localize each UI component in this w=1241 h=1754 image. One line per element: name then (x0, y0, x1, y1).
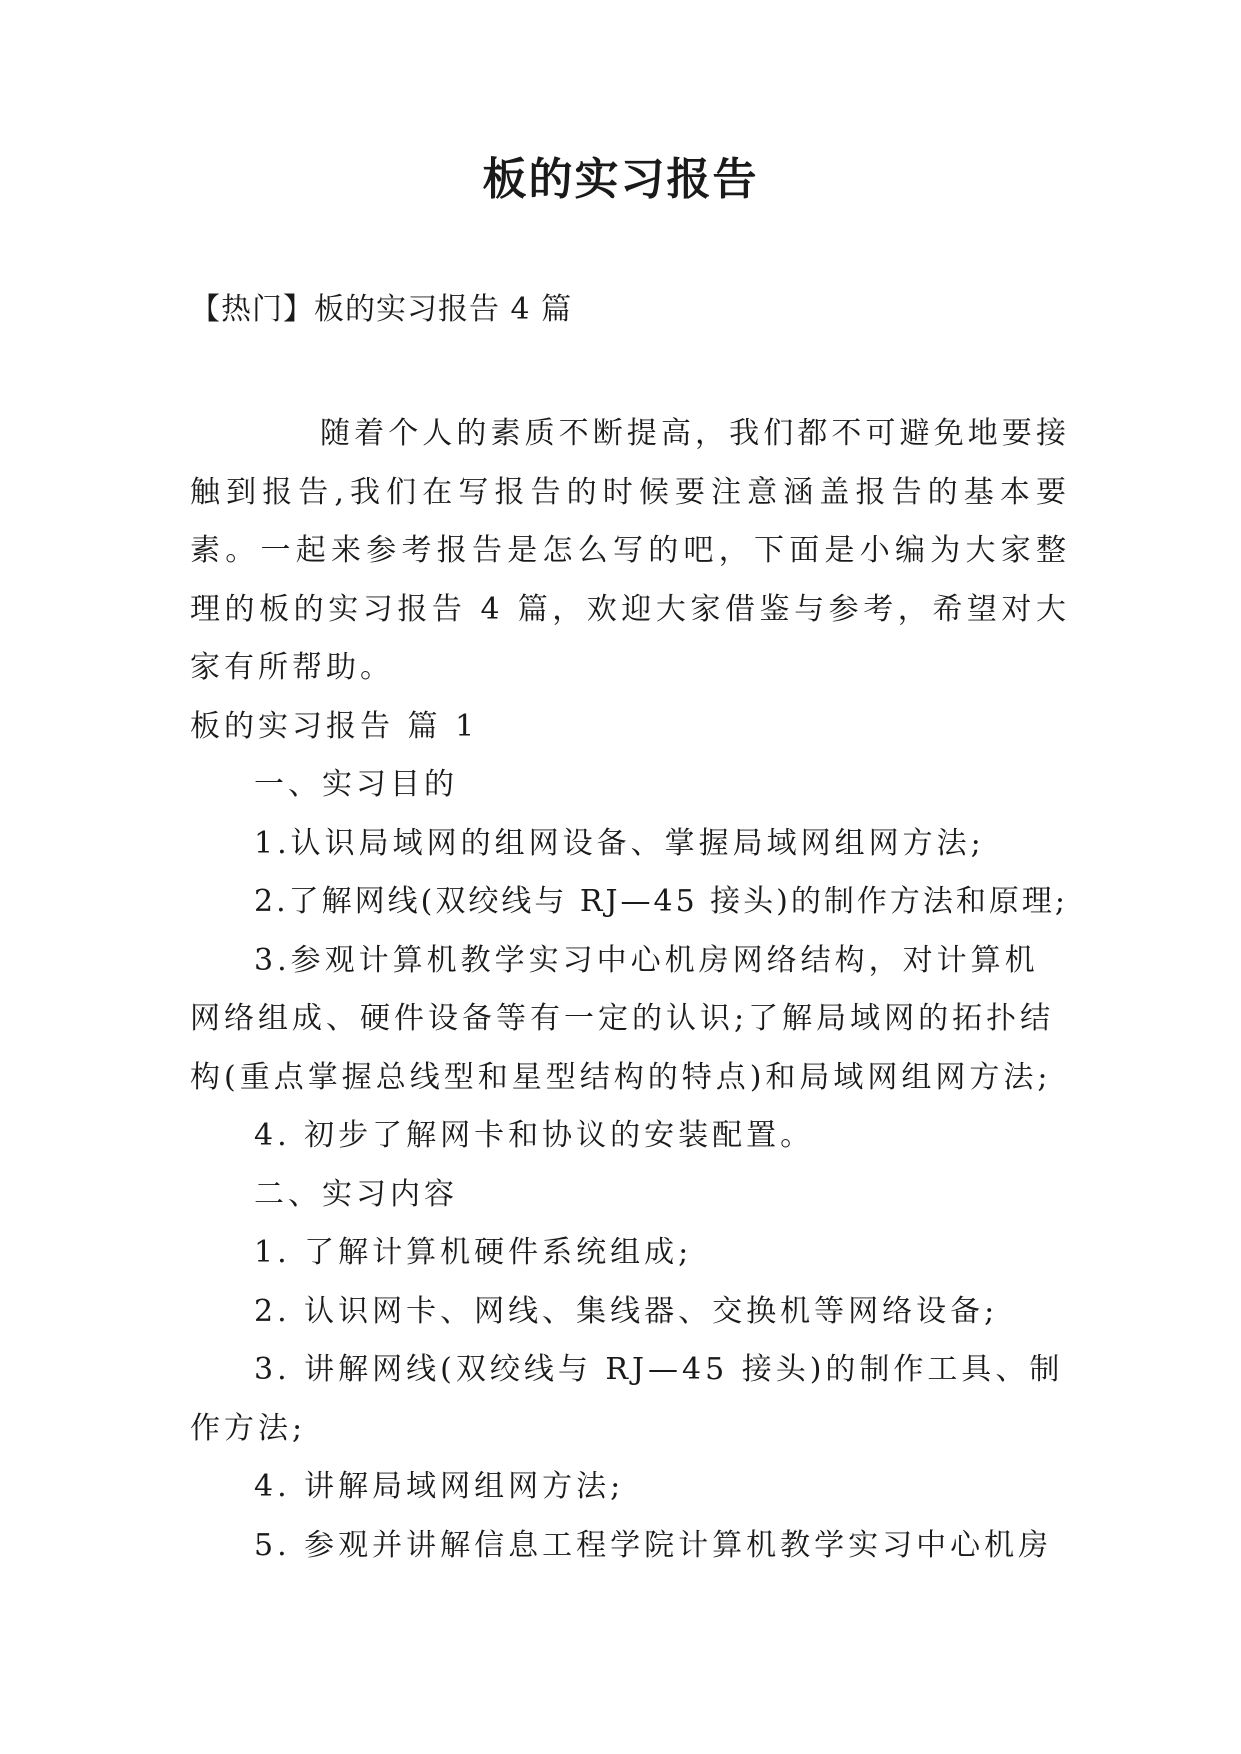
document-title: 板的实习报告 (482, 154, 759, 205)
content-item-4: 4. 讲解局域网组网方法; (254, 1469, 625, 1504)
heading-aims: 一、实习目的 (254, 767, 458, 802)
aim-item-4: 4. 初步了解网卡和协议的安装配置。 (254, 1118, 815, 1153)
aim-item-1: 1.认识局域网的组网设备、掌握局域网组网方法; (254, 825, 985, 861)
aim-item-3: 3.参观计算机教学实习中心机房网络结构，对计算机网络组成、硬件设备等有一定的认识;了解局域网的拓扑结构(重点掌握总线型和星型结构的特点)和局域网组网方法; (190, 942, 1055, 1095)
document-body (190, 405, 1070, 1575)
section-title: 板的实习报告 篇 1 (190, 708, 479, 744)
content-item-1: 1. 了解计算机硬件系统组成; (254, 1235, 693, 1270)
content-item-5: 5. 参观并讲解信息工程学院计算机教学实习中心机房 (254, 1527, 1053, 1563)
aim-item-2: 2.了解网线(双绞线与 RJ—45 接头)的制作方法和原理; (254, 884, 1068, 919)
document-subtitle: 【热门】板的实习报告 4 篇 (190, 292, 573, 327)
content-item-2: 2. 认识网卡、网线、集线器、交换机等网络设备; (254, 1293, 999, 1329)
heading-contents: 二、实习内容 (254, 1176, 458, 1212)
content-item-3: 3. 讲解网线(双绞线与 RJ—45 接头)的制作工具、制作方法; (190, 1352, 1064, 1446)
intro-paragraph: 随着个人的素质不断提高，我们都不可避免地要接触到报告,我们在写报告的时候要注意涵盖报告的基本要素。一起来参考报告是怎么写的吧，下面是小编为大家整理的板的实习报告 4 篇，欢迎大家借鉴与参考，希望对大家有所帮助。 (190, 416, 1070, 685)
